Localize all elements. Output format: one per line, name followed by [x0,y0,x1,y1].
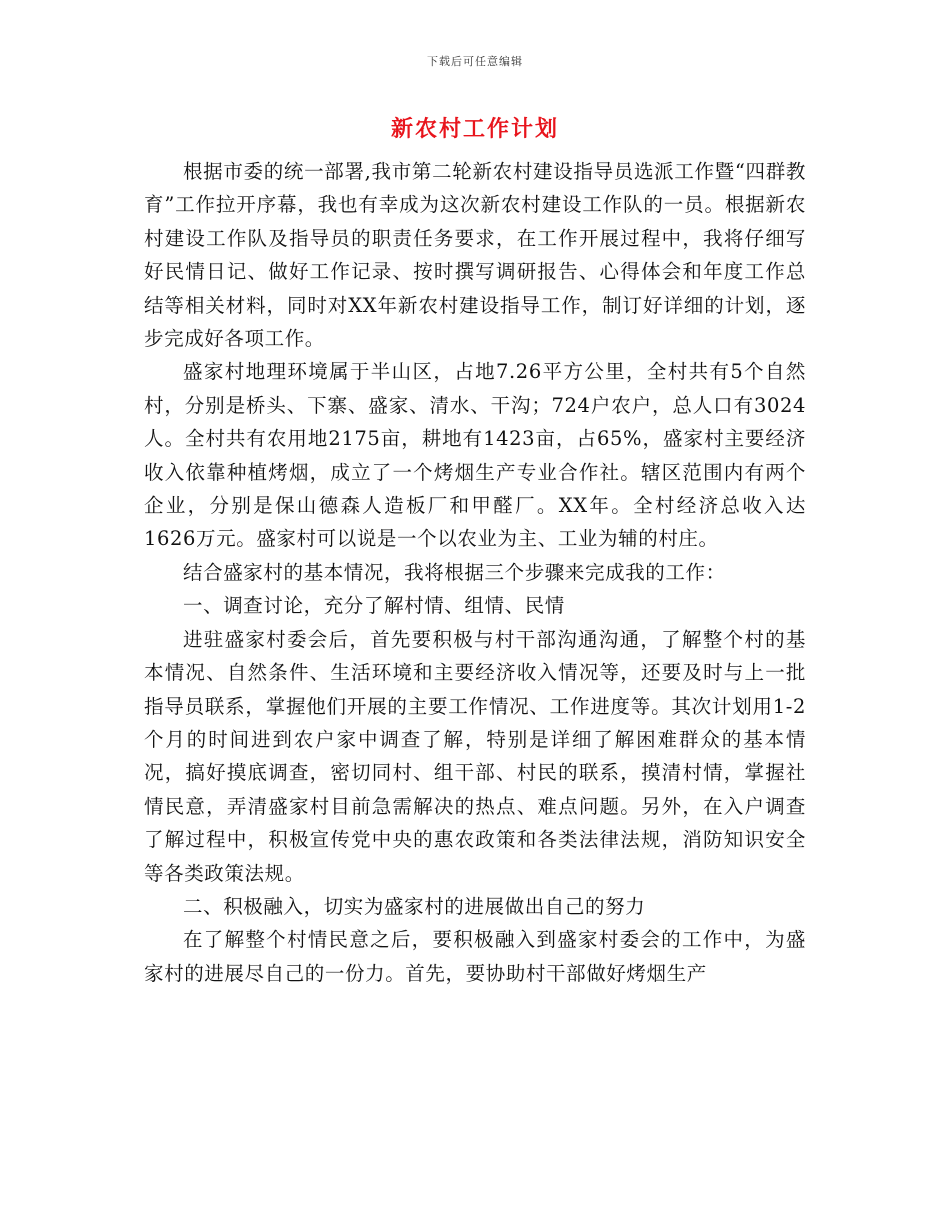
paragraph: 在了解整个村情民意之后，要积极融入到盛家村委会的工作中，为盛家村的进展尽自己的一份力。首先，要协助村干部做好烤烟生产 [144,928,806,985]
section-heading: 二、积极融入，切实为盛家村的进展做出自己的努力 [183,894,646,918]
paragraph: 进驻盛家村委会后，首先要积极与村干部沟通沟通，了解整个村的基本情况、自然条件、生活环境和主要经济收入情况等，还要及时与上一批指导员联系，掌握他们开展的主要工作情况、工作进度等。其次计划用1-2个月的时间进到农户家中调查了解，特别是详细了解困难群众的基本情况，搞好摸底调查，密切同村、组干部、村民的联系，摸清村情，掌握社情民意，弄清盛家村目前急需解决的热点、难点问题。另外，在入户调查了解过程中，积极宣传党中央的惠农政策和各类法律法规，消防知识安全等各类政策法规。 [144,627,806,885]
document-title: 新农村工作计划 [390,116,559,142]
section-heading: 一、调查讨论，充分了解村情、组情、民情 [183,594,565,618]
paragraph: 盛家村地理环境属于半山区，占地7.26平方公里，全村共有5个自然村，分别是桥头、下寨、盛家、清水、干沟；724户农户，总人口有3024人。全村共有农用地2175亩，耕地有1423亩，占65%，盛家村主要经济收入依靠种植烤烟，成立了一个烤烟生产专业合作社。辖区范围内有两个企业，分别是保山德森人造板厂和甲醛厂。XX年。全村经济总收入达1626万元。盛家村可以说是一个以农业为主、工业为辅的村庄。 [144,360,806,551]
header-note: 下载后可任意编辑 [427,55,523,68]
paragraph: 结合盛家村的基本情况，我将根据三个步骤来完成我的工作： [183,560,726,584]
document-body [144,155,806,990]
paragraph: 根据市委的统一部署,我市第二轮新农村建设指导员选派工作暨“四群教育”工作拉开序幕，我也有幸成为这次新农村建设工作队的一员。根据新农村建设工作队及指导员的职责任务要求，在工作开展过程中，我将仔细写好民情日记、做好工作记录、按时撰写调研报告、心得体会和年度工作总结等相关材料，同时对XX年新农村建设指导工作，制订好详细的计划，逐步完成好各项工作。 [144,160,806,351]
